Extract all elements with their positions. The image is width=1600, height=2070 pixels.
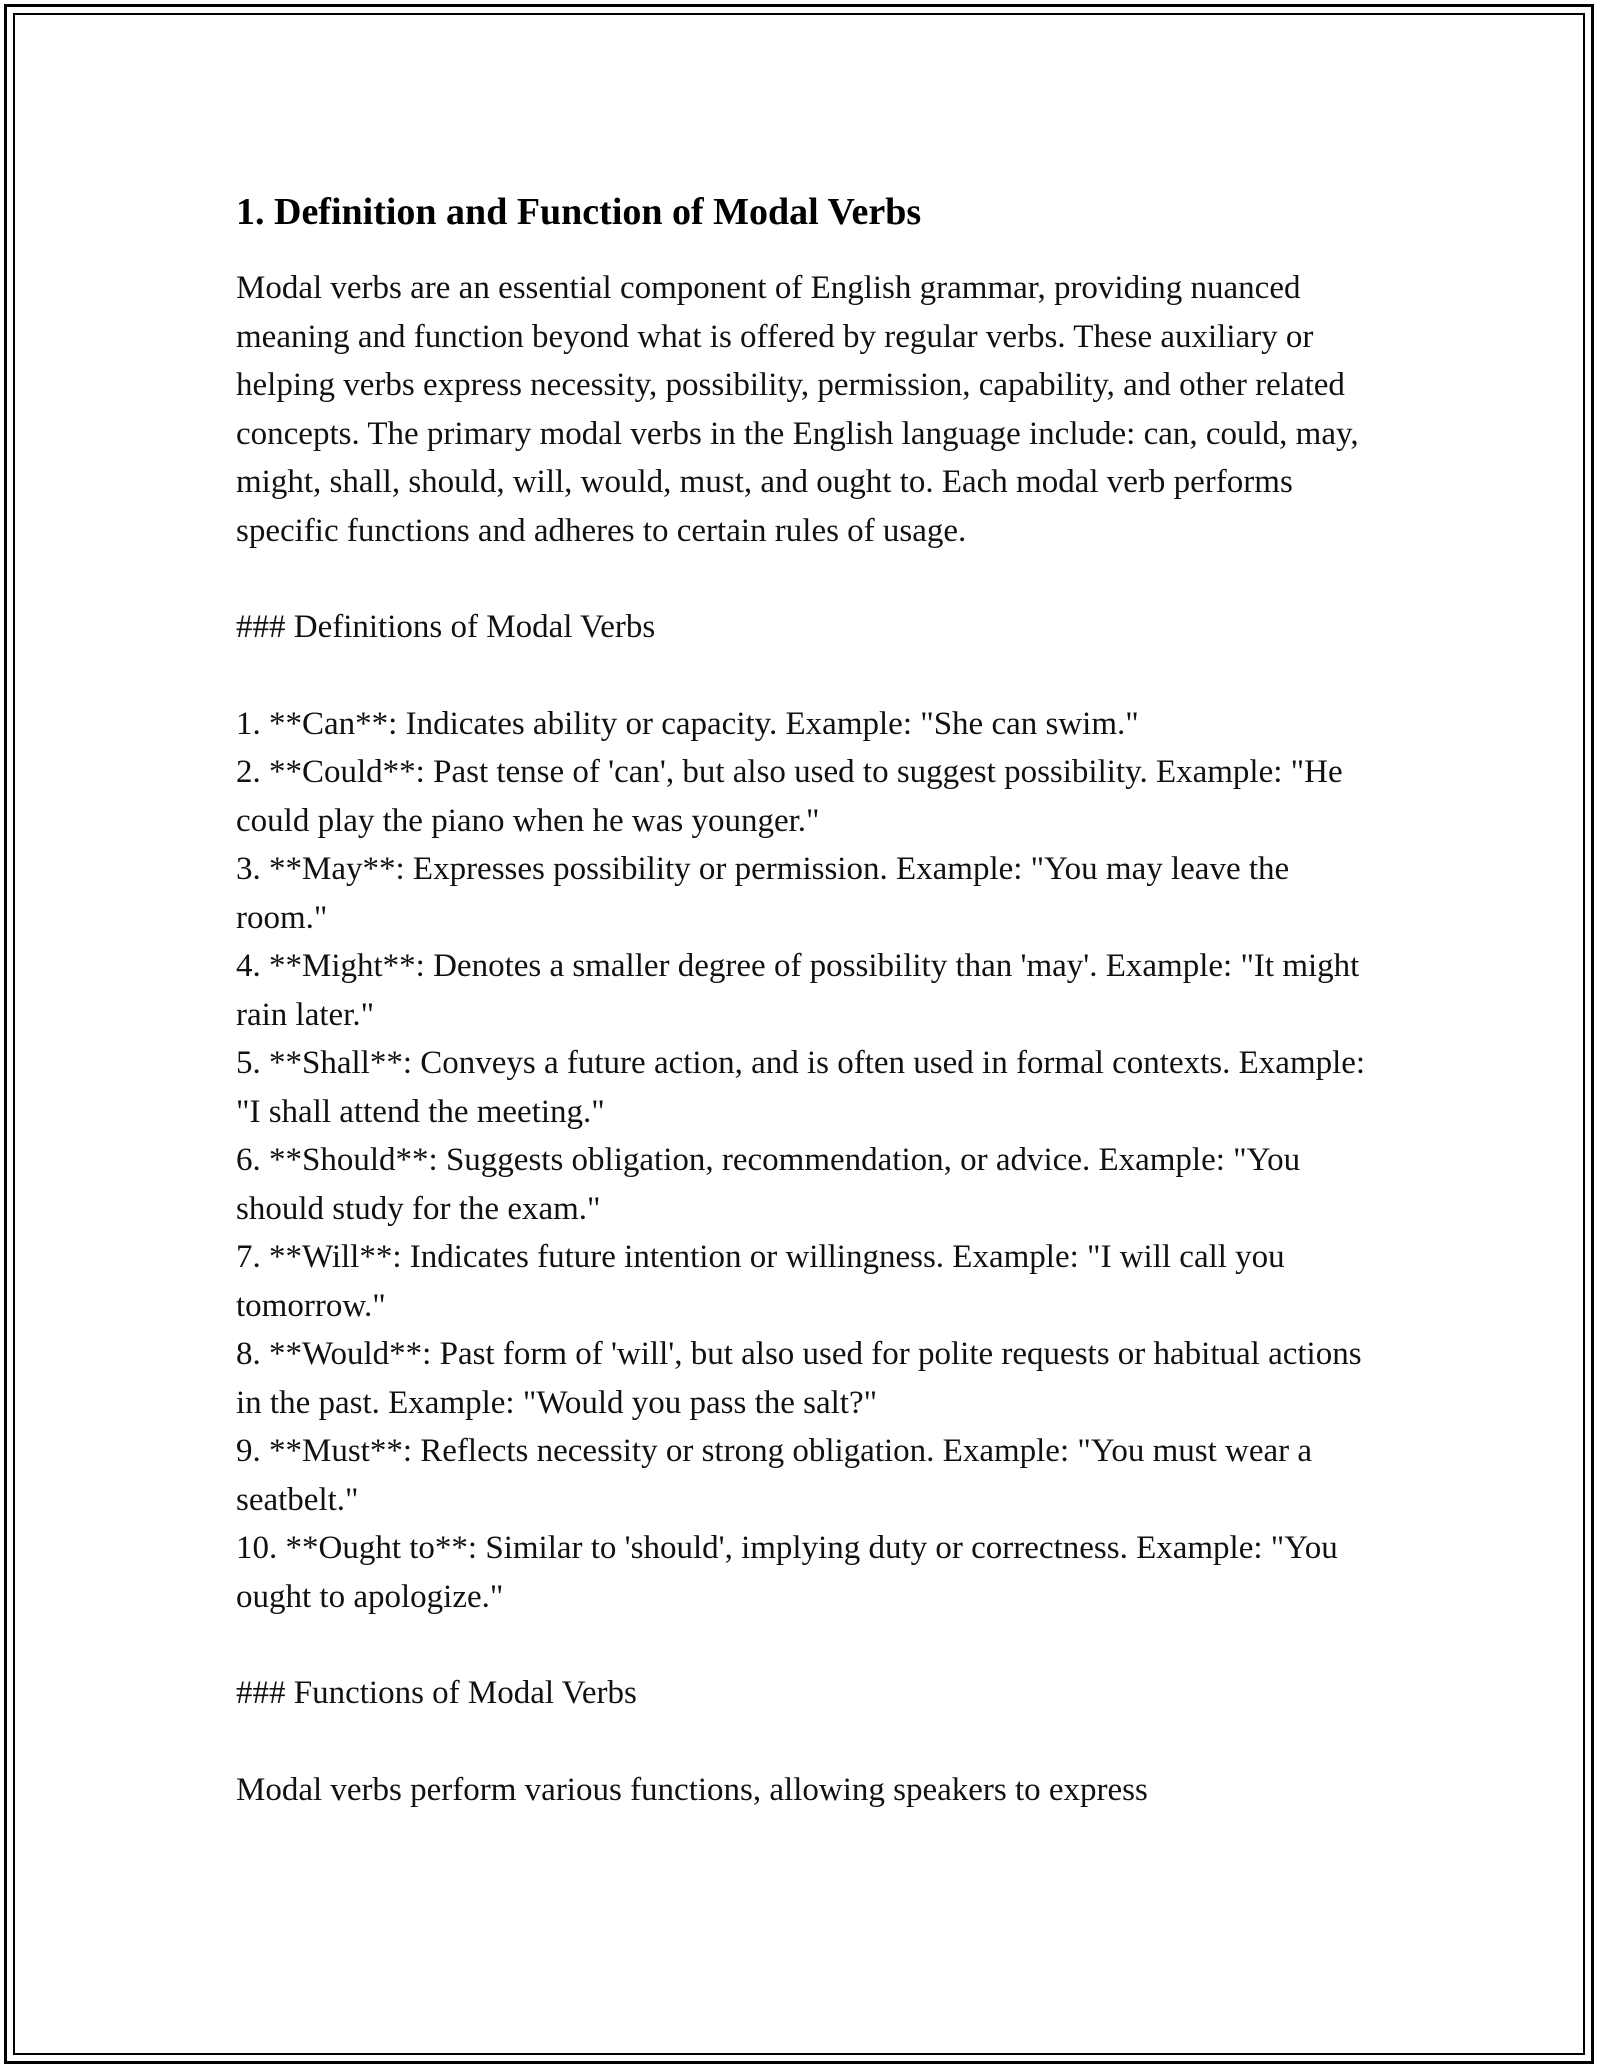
- definition-item-would: 8. **Would**: Past form of 'will', but also used for polite requests or habitual actions in the past. Example: "Would you pass the salt?": [236, 1336, 1362, 1421]
- definition-item-might: 4. **Might**: Denotes a smaller degree of possibility than 'may'. Example: "It might rain later.": [236, 948, 1360, 1033]
- document-body: [236, 186, 1376, 1814]
- definition-item-could: 2. **Could**: Past tense of 'can', but also used to suggest possibility. Example: "He could play the piano when he was younger.": [236, 754, 1343, 839]
- definition-item-can: 1. **Can**: Indicates ability or capacity. Example: "She can swim.": [236, 705, 1139, 742]
- definition-item-should: 6. **Should**: Suggests obligation, recommendation, or advice. Example: "You should study for the exam.": [236, 1142, 1301, 1227]
- section-title: 1. Definition and Function of Modal Verbs: [236, 191, 922, 233]
- definition-item-shall: 5. **Shall**: Conveys a future action, and is often used in formal contexts. Example: "I shall attend the meeting.": [236, 1045, 1366, 1130]
- functions-heading: ### Functions of Modal Verbs: [236, 1675, 637, 1711]
- definition-item-must: 9. **Must**: Reflects necessity or strong obligation. Example: "You must wear a seatbelt.": [236, 1433, 1313, 1518]
- definitions-heading: ### Definitions of Modal Verbs: [236, 609, 656, 645]
- definition-item-may: 3. **May**: Expresses possibility or permission. Example: "You may leave the room.": [236, 851, 1290, 936]
- definitions-list: [236, 700, 1376, 1622]
- intro-paragraph: Modal verbs are an essential component of English grammar, providing nuanced meaning and function beyond what is offered by regular verbs. These auxiliary or helping verbs express necessity, possibility, permission, capability, and other related concepts. The primary modal verbs in the English language include: can, could, may, might, shall, should, will, would, must, and ought to. Each modal verb performs specific functions and adheres to certain rules of usage.: [236, 270, 1359, 549]
- functions-intro-paragraph: Modal verbs perform various functions, allowing speakers to express: [236, 1771, 1148, 1808]
- definition-item-will: 7. **Will**: Indicates future intention or willingness. Example: "I will call you tomorrow.": [236, 1239, 1285, 1324]
- definition-item-ought-to: 10. **Ought to**: Similar to 'should', implying duty or correctness. Example: "You ought to apologize.": [236, 1530, 1338, 1615]
